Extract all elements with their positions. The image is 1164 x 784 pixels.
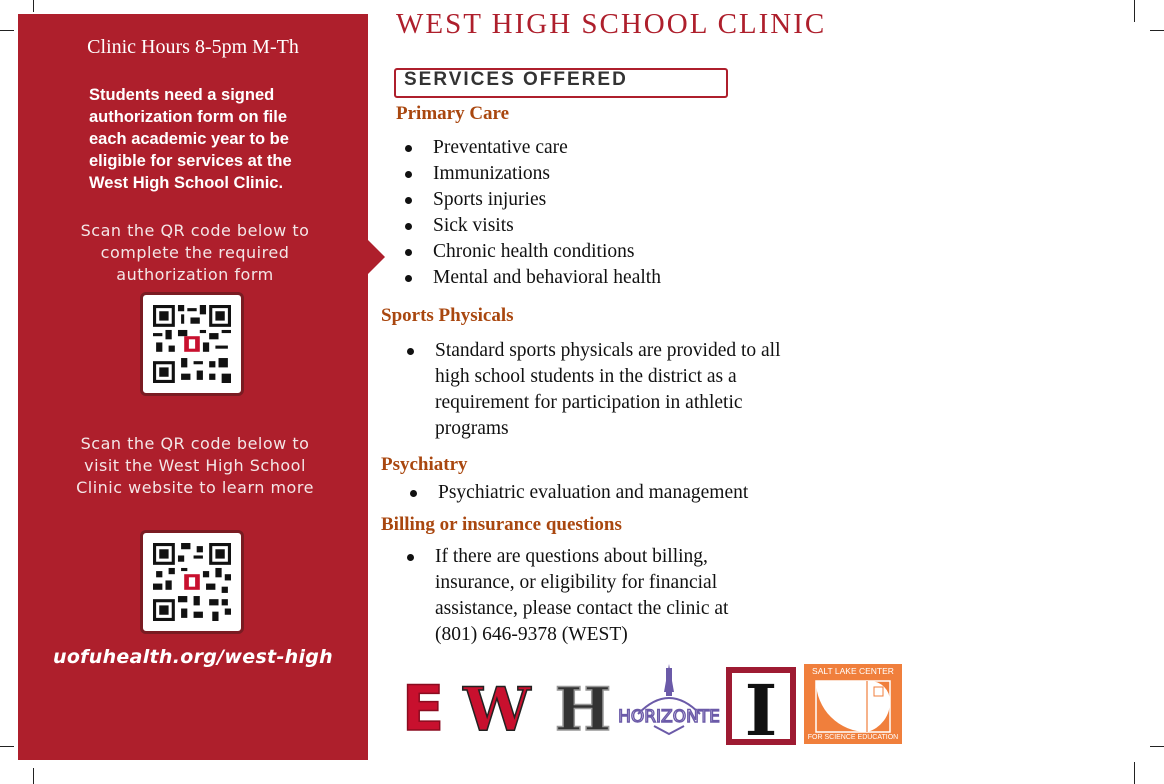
page-title: WEST HIGH SCHOOL CLINIC bbox=[396, 8, 827, 40]
svg-text:I: I bbox=[744, 669, 778, 752]
list-item-text: Mental and behavioral health bbox=[433, 267, 661, 288]
qr-code-icon bbox=[153, 305, 231, 383]
crop-mark bbox=[1134, 762, 1135, 784]
spiral-icon bbox=[814, 679, 892, 734]
list-item bbox=[433, 213, 661, 239]
crop-mark bbox=[33, 0, 34, 12]
services-offered-label: SERVICES OFFERED bbox=[404, 69, 628, 90]
primary-care-list bbox=[433, 135, 661, 291]
bullet-icon bbox=[410, 490, 417, 497]
crop-mark bbox=[1134, 0, 1135, 22]
list-item bbox=[433, 161, 661, 187]
bullet-icon bbox=[405, 275, 412, 282]
sports-physicals-list bbox=[435, 338, 805, 442]
billing-list bbox=[435, 544, 765, 648]
svg-text:H: H bbox=[554, 675, 612, 745]
east-high-logo bbox=[400, 672, 446, 745]
independence-high-logo bbox=[726, 667, 796, 752]
west-high-logo bbox=[462, 675, 532, 745]
qr-code-icon bbox=[153, 543, 231, 621]
highland-high-logo bbox=[554, 675, 612, 745]
salt-lake-center-logo bbox=[804, 664, 902, 744]
panel-arrow bbox=[368, 240, 385, 274]
svg-text:E: E bbox=[401, 672, 445, 745]
bullet-icon bbox=[405, 223, 412, 230]
bullet-icon bbox=[405, 145, 412, 152]
list-item-text: Standard sports physicals are provided to all high school students in the district as a requirement for participation in athletic programs bbox=[435, 340, 781, 439]
bullet-icon bbox=[405, 249, 412, 256]
list-item bbox=[433, 239, 661, 265]
clinic-website-link[interactable]: uofuhealth.org/west-high bbox=[53, 646, 333, 668]
authorization-notice: Students need a signed authorization form on file each academic year to be eligible for services at the West High School Clinic. bbox=[89, 86, 292, 192]
list-item-text: Chronic health conditions bbox=[433, 241, 635, 262]
billing-heading: Billing or insurance questions bbox=[381, 514, 622, 535]
horizonte-wordmark: HORIZONTE bbox=[618, 707, 720, 727]
authorization-form-qr-code[interactable] bbox=[140, 292, 244, 396]
logo-subtitle: FOR SCIENCE EDUCATION bbox=[807, 734, 899, 741]
crop-mark bbox=[1150, 746, 1164, 747]
list-item-text: Sports injuries bbox=[433, 189, 547, 210]
list-item bbox=[435, 544, 765, 648]
scan-website-instructions: Scan the QR code below to visit the West High School Clinic website to learn more bbox=[76, 434, 314, 497]
crop-mark bbox=[33, 768, 34, 784]
services-offered-box bbox=[394, 68, 728, 98]
list-item bbox=[433, 265, 661, 291]
list-item-text: Immunizations bbox=[433, 163, 550, 184]
list-item-text: Sick visits bbox=[433, 215, 514, 236]
list-item bbox=[433, 135, 661, 161]
list-item bbox=[438, 480, 748, 506]
sports-physicals-heading: Sports Physicals bbox=[381, 305, 514, 326]
svg-text:W: W bbox=[463, 675, 531, 745]
crop-mark bbox=[1150, 30, 1164, 31]
list-item-text: Preventative care bbox=[433, 137, 568, 158]
list-item bbox=[435, 338, 805, 442]
list-item bbox=[433, 187, 661, 213]
info-panel bbox=[18, 14, 368, 760]
list-item-text: If there are questions about billing, insurance, or eligibility for financial assistance, please contact the clinic at (801) 646-9378 (WEST) bbox=[435, 546, 729, 645]
crop-mark bbox=[0, 30, 14, 31]
list-item-text: Psychiatric evaluation and management bbox=[438, 482, 749, 503]
scan-form-instructions: Scan the QR code below to complete the required authorization form bbox=[80, 221, 310, 284]
bullet-icon bbox=[405, 197, 412, 204]
primary-care-heading: Primary Care bbox=[396, 103, 510, 124]
bullet-icon bbox=[407, 554, 414, 561]
horizonte-logo bbox=[618, 662, 720, 745]
website-qr-code[interactable] bbox=[140, 530, 244, 634]
logo-title: SALT LAKE CENTER bbox=[812, 666, 894, 676]
psychiatry-list bbox=[438, 480, 748, 506]
psychiatry-heading: Psychiatry bbox=[381, 454, 468, 475]
clinic-hours: Clinic Hours 8-5pm M-Th bbox=[87, 36, 299, 58]
bullet-icon bbox=[407, 348, 414, 355]
bullet-icon bbox=[405, 171, 412, 178]
crop-mark bbox=[0, 746, 14, 747]
